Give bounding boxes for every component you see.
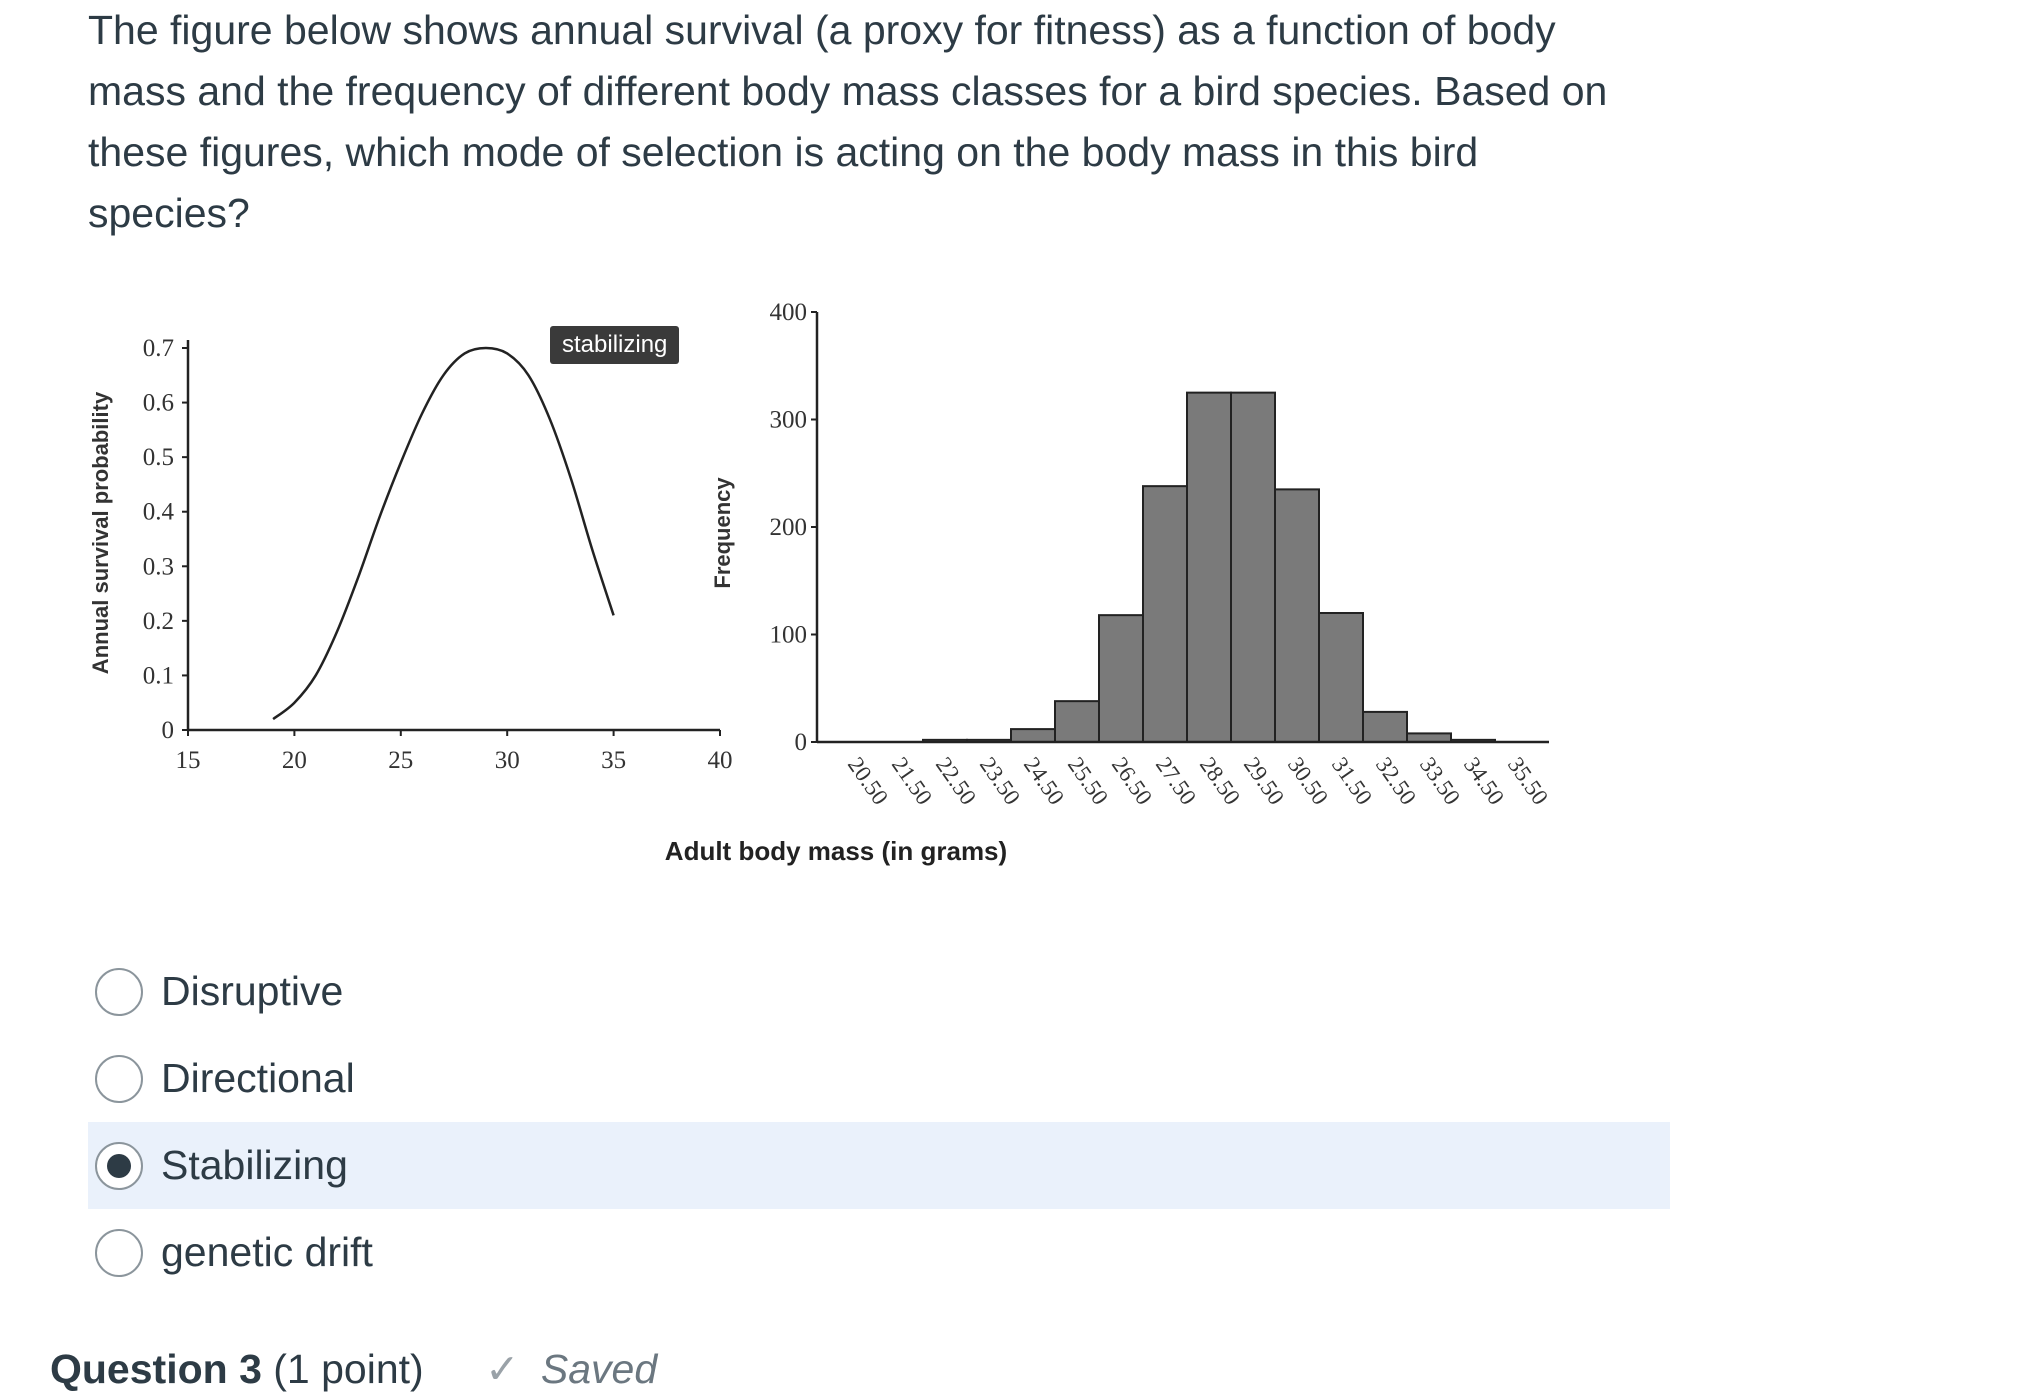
right-y-axis: [770, 299, 818, 756]
right-ylabel: Frequency: [710, 477, 735, 589]
figure: [80, 299, 1554, 866]
right-x-tick-label: 31.50: [1326, 752, 1378, 810]
left-x-tick-label: 35: [601, 747, 627, 774]
right-x-tick-label: 27.50: [1150, 752, 1202, 810]
radio-button[interactable]: [95, 1055, 143, 1103]
right-x-tick-label: 33.50: [1414, 752, 1466, 810]
right-x-tick-label: 20.50: [842, 752, 894, 810]
answer-label[interactable]: Disruptive: [161, 968, 344, 1014]
right-x-tick-label: 24.50: [1018, 752, 1070, 810]
shared-xlabel: Adult body mass (in grams): [664, 836, 1008, 866]
right-y-tick-label: 0: [794, 729, 807, 756]
left-x-axis: [176, 730, 733, 774]
answer-label[interactable]: Stabilizing: [161, 1142, 348, 1188]
figure-svg: [80, 299, 1554, 866]
left-x-tick-label: 15: [175, 747, 201, 774]
saved-check-icon: ✓: [485, 1346, 520, 1392]
answer-option[interactable]: [88, 1122, 1670, 1209]
left-y-tick-label: 0.7: [142, 335, 174, 362]
question-text: The figure below shows annual survival (a proxy for fitness) as a function of body mass and the frequency of different body mass classes for a bird species. Based on these figures, which mode of selection is acting on the body mass in this bird species?: [88, 7, 1608, 236]
left-x-tick-label: 40: [707, 747, 733, 774]
left-ylabel: Annual survival probability: [88, 391, 113, 675]
right-x-tick-label: 25.50: [1062, 752, 1114, 810]
frequency-bars: [923, 393, 1495, 742]
answer-label[interactable]: genetic drift: [161, 1229, 373, 1275]
answer-option[interactable]: [88, 1209, 1670, 1296]
left-x-tick-label: 30: [494, 747, 520, 774]
right-x-tick-label: 29.50: [1238, 752, 1290, 810]
radio-button[interactable]: [95, 968, 143, 1016]
right-x-tick-label: 34.50: [1458, 752, 1510, 810]
frequency-bar: [1187, 393, 1231, 742]
radio-button[interactable]: [95, 1142, 143, 1190]
left-y-tick-label: 0.4: [142, 498, 174, 526]
next-question-header: [50, 1345, 657, 1393]
left-y-tick-label: 0.2: [142, 607, 174, 635]
left-y-tick-label: 0.6: [142, 389, 174, 417]
right-x-tick-label: 22.50: [930, 752, 982, 810]
right-x-tick-label: 32.50: [1370, 752, 1422, 810]
left-y-tick-label: 0.3: [142, 553, 174, 581]
right-x-tick-label: 21.50: [886, 752, 938, 810]
survival-curve: [273, 348, 613, 719]
saved-status: Saved: [540, 1346, 658, 1392]
right-x-tick-label: 30.50: [1282, 752, 1334, 810]
frequency-bar: [1363, 712, 1407, 742]
frequency-bar: [1231, 393, 1275, 742]
right-y-tick-label: 200: [769, 514, 807, 541]
frequency-bar: [1407, 733, 1451, 742]
left-y-tick-label: 0.5: [142, 444, 174, 472]
answer-option[interactable]: [88, 1035, 1670, 1122]
tooltip: stabilizing: [550, 326, 679, 364]
right-y-tick-label: 100: [769, 621, 807, 649]
frequency-bar: [1275, 489, 1319, 742]
left-x-tick-label: 25: [388, 747, 414, 774]
right-x-tick-label: 28.50: [1194, 752, 1246, 810]
left-y-tick-label: 0.1: [142, 662, 174, 690]
right-y-tick-label: 400: [769, 299, 807, 326]
right-x-tick-label: 26.50: [1106, 752, 1158, 810]
frequency-bar: [1099, 615, 1143, 742]
left-y-axis: [143, 335, 188, 744]
answer-label[interactable]: Directional: [161, 1055, 355, 1101]
right-x-tick-label: 35.50: [1502, 752, 1554, 810]
right-x-tick-label: 23.50: [974, 752, 1026, 810]
frequency-bar: [1143, 486, 1187, 742]
radio-dot-icon: [107, 1154, 131, 1178]
question-title: Question 3: [50, 1346, 262, 1392]
frequency-bar: [1055, 701, 1099, 742]
frequency-bar: [1319, 613, 1363, 742]
left-y-tick-label: 0: [161, 717, 174, 744]
radio-button[interactable]: [95, 1229, 143, 1277]
right-y-tick-label: 300: [769, 406, 807, 434]
left-x-tick-label: 20: [281, 747, 307, 774]
question-points: (1 point): [273, 1346, 424, 1392]
answer-option[interactable]: [88, 948, 1670, 1035]
answer-list: [88, 948, 1670, 1296]
right-x-axis: [817, 742, 1553, 809]
frequency-bar: [1011, 729, 1055, 742]
